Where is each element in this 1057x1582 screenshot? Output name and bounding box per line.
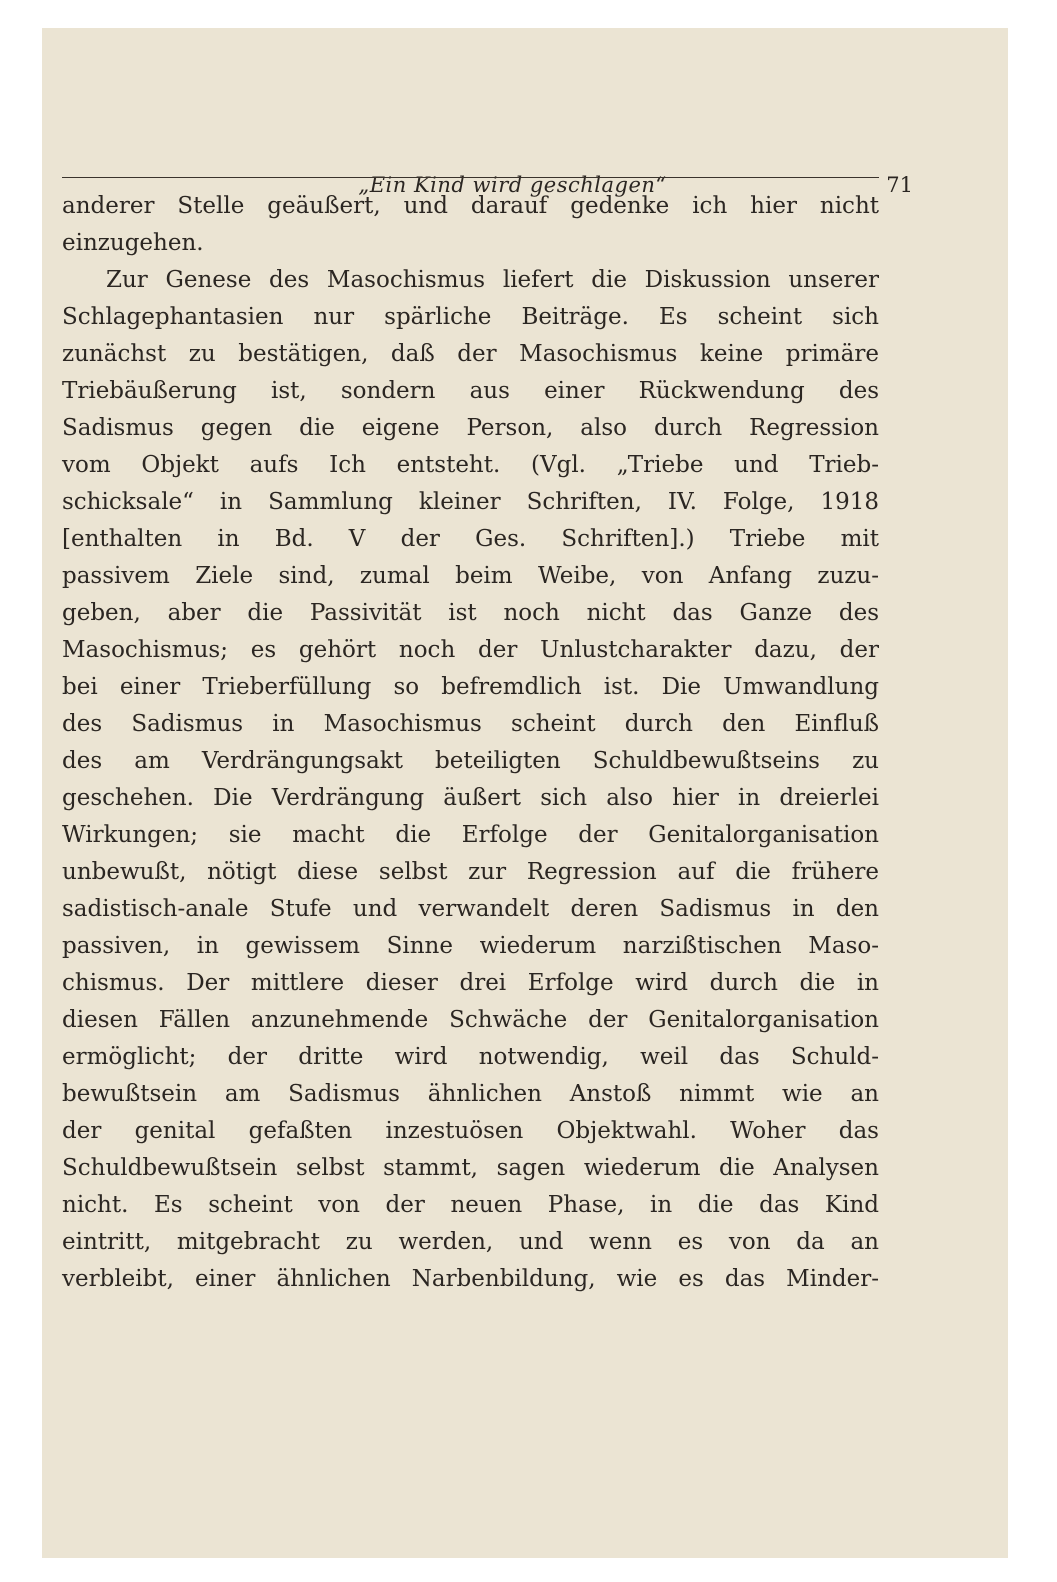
text-line: chismus. Der mittlere dieser drei Erfolge wird durch die in xyxy=(62,970,879,996)
text-line: eintritt, mitgebracht zu werden, und wenn es von da an xyxy=(62,1229,879,1255)
text-line: Wirkungen; sie macht die Erfolge der Genitalorganisation xyxy=(62,822,879,848)
text-line: diesen Fällen anzunehmende Schwäche der Genitalorganisation xyxy=(62,1007,879,1033)
text-line: geben, aber die Passivität ist noch nicht das Ganze des xyxy=(62,600,879,626)
text-line: bewußtsein am Sadismus ähnlichen Anstoß nimmt wie an xyxy=(62,1081,879,1107)
text-line: Sadismus gegen die eigene Person, also durch Regression xyxy=(62,415,879,441)
text-line: schicksale“ in Sammlung kleiner Schriften, IV. Folge, 1918 xyxy=(62,489,879,515)
text-line: des Sadismus in Masochismus scheint durch den Einfluß xyxy=(62,711,879,737)
text-line: Triebäußerung ist, sondern aus einer Rückwendung des xyxy=(62,378,879,404)
text-line: sadistisch-anale Stufe und verwandelt deren Sadismus in den xyxy=(62,896,879,922)
text-line: verbleibt, einer ähnlichen Narbenbildung, wie es das Minder- xyxy=(62,1266,879,1292)
page-number: 71 xyxy=(886,173,913,197)
text-line: der genital gefaßten inzestuösen Objektwahl. Woher das xyxy=(62,1118,879,1144)
text-line: Masochismus; es gehört noch der Unlustcharakter dazu, der xyxy=(62,637,879,663)
text-line: ermöglicht; der dritte wird notwendig, weil das Schuld- xyxy=(62,1044,879,1070)
text-line: vom Objekt aufs Ich entsteht. (Vgl. „Triebe und Trieb- xyxy=(62,452,879,478)
text-line: anderer Stelle geäußert, und darauf gedenke ich hier nicht xyxy=(62,193,879,219)
text-line: Schlagephantasien nur spärliche Beiträge. Es scheint sich xyxy=(62,304,879,330)
text-line: des am Verdrängungsakt beteiligten Schuldbewußtseins zu xyxy=(62,748,879,774)
text-line: [enthalten in Bd. V der Ges. Schriften].) Triebe mit xyxy=(62,526,879,552)
text-line: nicht. Es scheint von der neuen Phase, in die das Kind xyxy=(62,1192,879,1218)
text-line: Schuldbewußtsein selbst stammt, sagen wiederum die Analysen xyxy=(62,1155,879,1181)
text-line: bei einer Trieberfüllung so befremdlich ist. Die Umwandlung xyxy=(62,674,879,700)
text-line: unbewußt, nötigt diese selbst zur Regression auf die frühere xyxy=(62,859,879,885)
text-line: zunächst zu bestätigen, daß der Masochismus keine primäre xyxy=(62,341,879,367)
text-line: Zur Genese des Masochismus liefert die Diskussion unserer xyxy=(106,267,879,293)
running-head: „Ein Kind wird geschlagen“ xyxy=(358,173,667,197)
text-line: passiven, in gewissem Sinne wiederum narzißtischen Maso- xyxy=(62,933,879,959)
header-rule xyxy=(62,177,879,178)
text-line: einzugehen. xyxy=(62,230,204,256)
text-line: geschehen. Die Verdrängung äußert sich also hier in dreierlei xyxy=(62,785,879,811)
text-line: passivem Ziele sind, zumal beim Weibe, von Anfang zuzu- xyxy=(62,563,879,589)
body-text xyxy=(62,188,879,1298)
